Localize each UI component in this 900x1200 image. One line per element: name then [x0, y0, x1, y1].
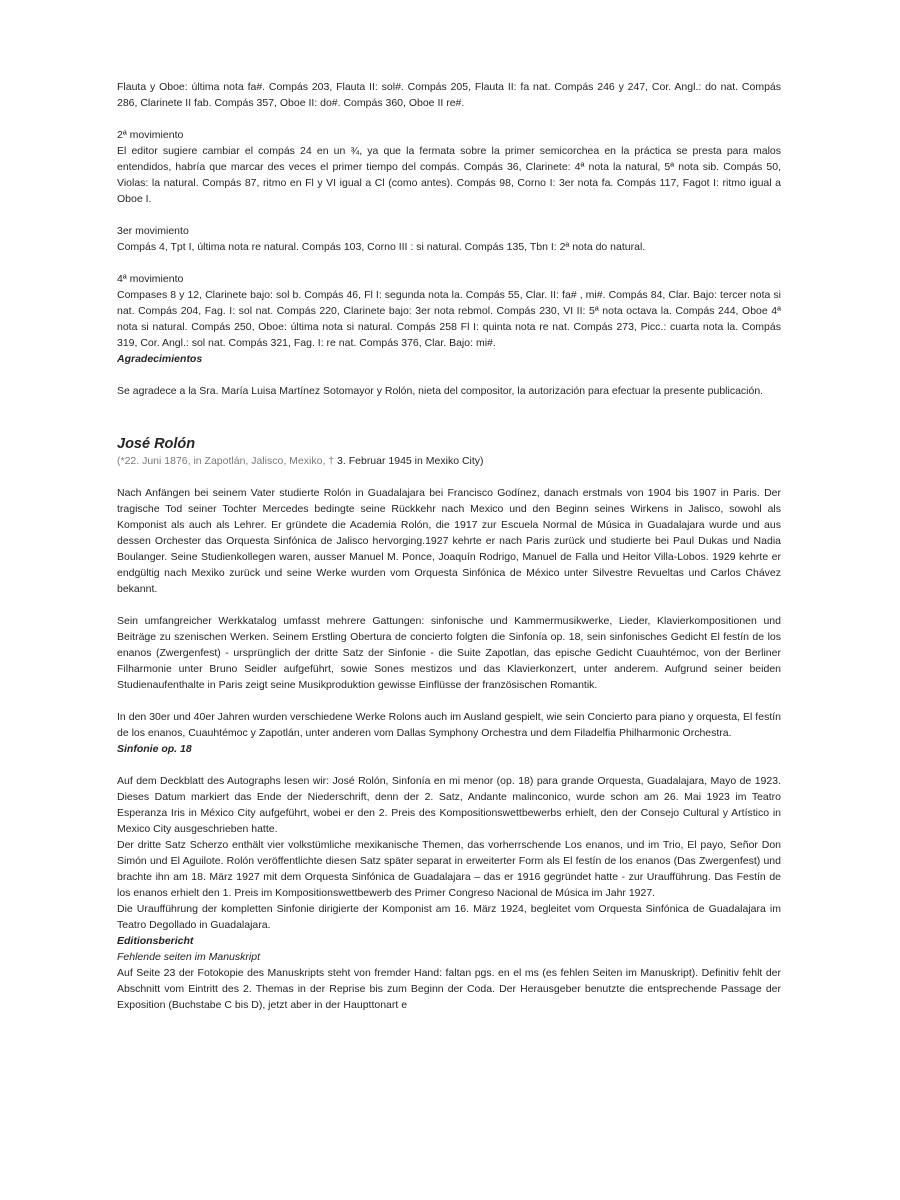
bio-paragraph-1: Nach Anfängen bei seinem Vater studierte Rolón in Guadalajara bei Francisco Godínez, danach erstmals von 1904 bis 1907 in Paris. Der tragische Tod seiner Tochter Mercedes bedingte seine Rückkehr nach Mexico und den Beginn seines Wirkens in Jalisco, sowohl als Komponist als auch als Lehrer. Er gründete die Academia Rolón, die 1917 zur Escuela Normal de Música in Guadalajara wurde und aus dessen Orchester das Orquesta Sinfónica de Jalisco hervorging.1927 kehrte er nach Paris zurück und studierte bei Paul Dukas und Nadia Boulanger. Seine Studienkollegen waren, ausser Manuel M. Ponce, Joaquín Rodrigo, Manuel de Falla und Heitor Villa-Lobos. 1929 kehrte er endgültig nach Mexiko zurück und seine Werke wurden vom Orquesta Sinfónica de México unter Silvestre Revueltas und Carlos Chávez bekannt.: [117, 487, 781, 595]
edition-text: Auf Seite 23 der Fotokopie des Manuskripts steht von fremder Hand: faltan pgs. en el ms (es fehlen Seiten im Manuskript). Definitiv fehlt der Abschnitt vom Eintritt des 2. Themas in der Reprise bis zum Beginn der Coda. Der Herausgeber benutzte die entsprechende Passage der Exposition (Buchstabe C bis D), jetzt aber in der Haupttonart e: [117, 967, 781, 1011]
dates-birth: (*22. Juni 1876, in Zapotlán, Jalisco, Mexiko, †: [117, 455, 338, 467]
mov3-title: 3er movimiento: [117, 225, 189, 237]
symphony-paragraph-1: Auf dem Deckblatt des Autographs lesen wir: José Rolón, Sinfonía en mi menor (op. 18) para grande Orquesta, Guadalajara, Mayo de 1923. Dieses Datum markiert das Ende der Niederschrift, denn der 2. Satz, Andante malinconico, wurde schon am 26. Mai 1923 im Teatro Esperanza Iris in México City aufgeführt, wobei er den 2. Preis des Kompositionswettbewerbs erhielt, den der Consejo Cultural y Artístico in Mexico City ausgeschrieben hatte.: [117, 775, 781, 835]
bio-paragraph-3: In den 30er und 40er Jahren wurden verschiedene Werke Rolons auch im Ausland gespielt, wie sein Concierto para piano y orquesta, El festín de los enanos, Cuauhtémoc y Zapotlán, unter anderen vom Dallas Symphony Orchestra und dem Filadelfia Philharmonic Orchestra.: [117, 711, 781, 739]
edition-subheading: Fehlende seiten im Manuskript: [117, 951, 260, 963]
notes-intro: Flauta y Oboe: última nota fa#. Compás 203, Flauta II: sol#. Compás 205, Flauta II: fa nat. Compás 246 y 247, Cor. Angl.: do nat. Compás 286, Clarinete II fab. Compás 357, Oboe II: do#. Compás 360, Oboe II re#.: [117, 81, 781, 109]
document-page: [117, 79, 781, 1013]
bio-paragraph-2: Sein umfangreicher Werkkatalog umfasst mehrere Gattungen: sinfonische und Kammermusikwerke, Lieder, Klavierkompositionen und Beiträge zu szenischen Werken. Seinem Erstling Obertura de concierto folgten die Sinfonía op. 18, sein sinfonisches Gedicht El festín de los enanos (Zwergenfest) - ursprünglich der dritte Satz der Sinfonie - die Suite Zapotlan, das epische Gedicht Cuauhtémoc, von der Berliner Filharmonie unter Bruno Seidler aufgeführt, sowie Sones mestizos und das Klavierkonzert, unter anderem. Aufgrund seiner beiden Studienaufenthalte in Paris zeigt seine Musikproduktion gewisse Einflüsse der französischen Romantik.: [117, 615, 781, 691]
mov4-title: 4ª movimiento: [117, 273, 184, 285]
symphony-heading: Sinfonie op. 18: [117, 743, 192, 755]
mov4-text: Compases 8 y 12, Clarinete bajo: sol b. Compás 46, Fl I: segunda nota la. Compás 55, Clar. II: fa# , mi#. Compás 84, Clar. Bajo: tercer nota si nat. Compás 204, Fag. I: sol nat. Compás 220, Clarinete bajo: 3er nota rebmol. Compás 230, VI II: 5ª nota octava la. Compás 244, Oboe 4ª nota si natural. Compás 250, Oboe: última nota si natural. Compás 258 Fl I: quinta nota re nat. Compás 273, Picc.: cuarta nota la. Compás 319, Cor. Angl.: sol nat. Compás 321, Fag. I: re nat. Compás 376, Clar. Bajo: mi#.: [117, 289, 781, 349]
thanks-text: Se agradece a la Sra. María Luisa Martínez Sotomayor y Rolón, nieta del compositor, la autorización para efectuar la presente publicación.: [117, 385, 764, 397]
symphony-paragraph-3: Die Uraufführung der kompletten Sinfonie dirigierte der Komponist am 16. März 1924, begleitet vom Orquesta Sinfónica de Guadalajara im Teatro Degollado in Guadalajara.: [117, 903, 781, 931]
mov2-text: El editor sugiere cambiar el compás 24 en un ¾, ya que la fermata sobre la primer semicorchea en la práctica se presta para malos entendidos, habría que marcar des veces el primer tiempo del compás. Compás 36, Clarinete: 4ª nota la natural, 5ª nota sib. Compás 50, Violas: la natural. Compás 87, ritmo en Fl y VI igual a Cl (como antes). Compás 98, Corno I: 3er nota fa. Compás 117, Fagot I: ritmo igual a Oboe I.: [117, 145, 781, 205]
dates-death: 3. Februar 1945 in Mexiko City): [337, 455, 484, 467]
composer-name: José Rolón: [117, 436, 196, 452]
mov3-text: Compás 4, Tpt I, última nota re natural. Compás 103, Corno III : si natural. Compás 135, Tbn I: 2ª nota do natural.: [117, 241, 646, 253]
symphony-paragraph-2: Der dritte Satz Scherzo enthält vier volkstümliche mexikanische Themen, das vorherrschende Los enanos, und im Trio, El payo, Señor Don Simón und El Aguilote. Rolón veröffentlichte diesen Satz später separat in erweiterter Form als El festín de los enanos (Das Zwergenfest) und brachte ihn am 18. März 1927 mit dem Orquesta Sinfónica de Guadalajara – das er 1916 gegründet hatte - zur Uraufführung. Das Festín de los enanos erhielt den 1. Preis im Kompositionswettbewerb des Primer Congreso Nacional de Música im Jahr 1927.: [117, 839, 781, 899]
edition-heading: Editionsbericht: [117, 935, 194, 947]
thanks-heading: Agradecimientos: [117, 353, 203, 365]
mov2-title: 2ª movimiento: [117, 129, 184, 141]
composer-dates: [117, 454, 781, 469]
